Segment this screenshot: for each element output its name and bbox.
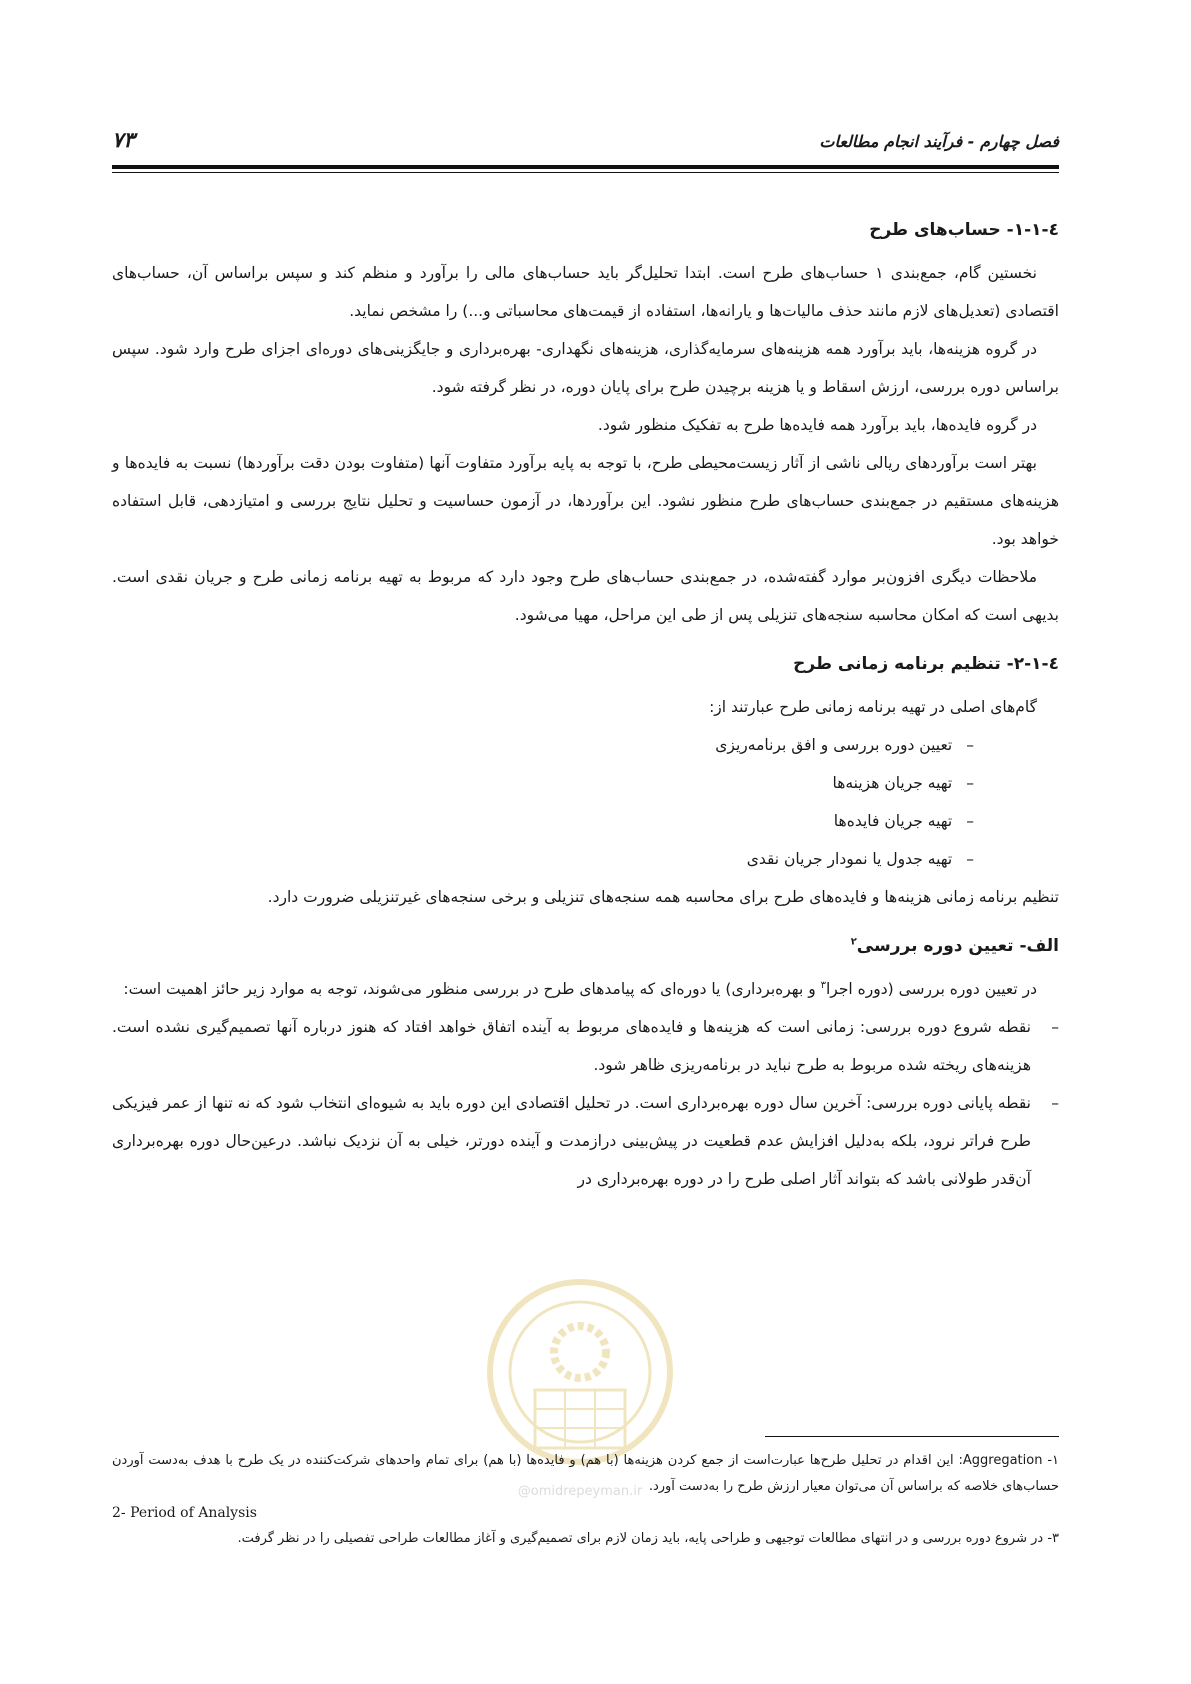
- section-heading-schedule: ٤-١-٢- تنظیم برنامه زمانی طرح: [793, 654, 1059, 674]
- header-rule-thick: [112, 165, 1059, 169]
- dash-bullet: –: [966, 812, 974, 830]
- header-rule-thin: [112, 172, 1059, 173]
- paragraph: در گروه فایده‌ها، باید برآورد همه فایده‌ها طرح به تفکیک منظور شود.: [597, 416, 1037, 434]
- list-item: – نقطه شروع دوره بررسی: زمانی است که هزینه‌ها و فایده‌های مربوط به آینده اتفاق خواهد افتاد که هنوز درباره آنها تصمیم‌گیری نشده است. هزینه‌های ریخته شده مربوط به طرح نباید در برنامه‌ریزی ظاهر شود.: [112, 1008, 1059, 1084]
- watermark-site: @omidrepeyman.ir: [517, 1484, 643, 1499]
- running-header: [112, 128, 1059, 160]
- list-item: –تهیه جریان هزینه‌ها: [112, 764, 1059, 802]
- chapter-title: فصل چهارم - فرآیند انجام مطالعات: [819, 132, 1059, 151]
- section-heading-period: الف- تعیین دوره بررسی$^٢$: [850, 936, 1059, 956]
- paragraph: بهتر است برآوردهای ریالی ناشی از آثار زیست‌محیطی طرح، با توجه به پایه برآورد متفاوت آنها (متفاوت بودن دقت برآوردها) نسبت به فایده‌ها و هزینه‌های مستقیم در جمع‌بندی حساب‌های طرح منظور نشود. این برآوردها، در آزمون حساسیت و تحلیل نتایج بررسی و امتیازدهی، قابل استفاده خواهد بود.: [112, 454, 1059, 548]
- footnote-3: ٣- در شروع دوره بررسی و در انتهای مطالعات توجیهی و طراحی پایه، باید زمان لازم برای تصمیم‌گیری و آغاز مطالعات طراحی تفصیلی را در نظر گرفت.: [237, 1531, 1059, 1546]
- footnote-ref: ٣: [820, 979, 826, 991]
- body-content: [112, 200, 1059, 1198]
- dash-bullet: –: [966, 736, 974, 754]
- paragraph: گام‌های اصلی در تهیه برنامه زمانی طرح عبارتند از:: [709, 698, 1037, 716]
- dash-bullet: –: [966, 850, 974, 868]
- list-item: – نقطه پایانی دوره بررسی: آخرین سال دوره بهره‌برداری است. در تحلیل اقتصادی این دوره باید به شیوه‌ای انتخاب شود که نه تنها از عمر فیزیکی طرح فراتر نرود، بلکه به‌دلیل افزایش عدم قطعیت در پیش‌بینی درازمدت و آینده دورتر، خیلی به آن نزدیک نباشد. درعین‌حال دوره بهره‌برداری آن‌قدر طولانی باشد که بتواند آثار اصلی طرح را در دوره بهره‌برداری در: [112, 1084, 1059, 1198]
- footnote-1: ١- Aggregation: این اقدام در تحلیل طرح‌ها عبارت‌است از جمع کردن هزینه‌ها (با هم) و فایده‌ها (با هم) برای تمام واحدهای شرکت‌کننده در یک طرح با هدف به‌دست آوردن حساب‌های خلاصه که براساس آن می‌توان معیار ارزش طرح را به‌دست آورد.: [112, 1453, 1059, 1494]
- paragraph: ملاحظات دیگری افزون‌بر موارد گفته‌شده، در جمع‌بندی حساب‌های طرح وجود دارد که مربوط به تهیه برنامه زمانی طرح و جریان نقدی است. بدیهی است که امکان محاسبه سنجه‌های تنزیلی پس از طی این مراحل، مهیا می‌شود.: [112, 568, 1059, 624]
- footnote-rule: [765, 1436, 1059, 1437]
- list-item: –تعیین دوره بررسی و افق برنامه‌ریزی: [112, 726, 1059, 764]
- section-heading-accounts: ٤-١-١- حساب‌های طرح: [869, 220, 1059, 240]
- dash-bullet: –: [1051, 1094, 1059, 1112]
- steps-list: [112, 726, 1059, 878]
- list-item: –تهیه جریان فایده‌ها: [112, 802, 1059, 840]
- paragraph: در تعیین دوره بررسی (دوره اجرا$^٣$ و بهره‌برداری) یا دوره‌ای که پیامدهای طرح در بررسی منظور می‌شوند، توجه به موارد زیر حائز اهمیت است:: [123, 979, 1037, 998]
- page-number: ۷۳: [112, 128, 135, 152]
- footnote-2: 2- Period of Analysis: [112, 1505, 257, 1521]
- paragraph: در گروه هزینه‌ها، باید برآورد همه هزینه‌های سرمایه‌گذاری، هزینه‌های نگهداری- بهره‌برداری و جایگزینی‌های دوره‌ای اجزای طرح وارد شود. سپس براساس دوره بررسی، ارزش اسقاط و یا هزینه برچیدن طرح برای پایان دوره، در نظر گرفته شود.: [112, 340, 1059, 396]
- period-list: [112, 1008, 1059, 1198]
- dash-bullet: –: [1051, 1018, 1059, 1036]
- list-item: –تهیه جدول یا نمودار جریان نقدی: [112, 840, 1059, 878]
- dash-bullet: –: [966, 774, 974, 792]
- paragraph: تنظیم برنامه زمانی هزینه‌ها و فایده‌های طرح برای محاسبه همه سنجه‌های تنزیلی و برخی سنجه‌های غیرتنزیلی ضرورت دارد.: [267, 888, 1059, 906]
- paragraph: نخستین گام، جمع‌بندی ١ حساب‌های طرح است. ابتدا تحلیل‌گر باید حساب‌های مالی را برآورد و منظم کند و سپس براساس آن، حساب‌های اقتصادی (تعدیل‌های لازم مانند حذف مالیات‌ها و یارانه‌ها، استفاده از قیمت‌های محاسباتی و...) را مشخص نماید.: [112, 264, 1059, 320]
- footnote-ref: ٢: [850, 936, 857, 948]
- footnotes: [112, 1448, 1059, 1552]
